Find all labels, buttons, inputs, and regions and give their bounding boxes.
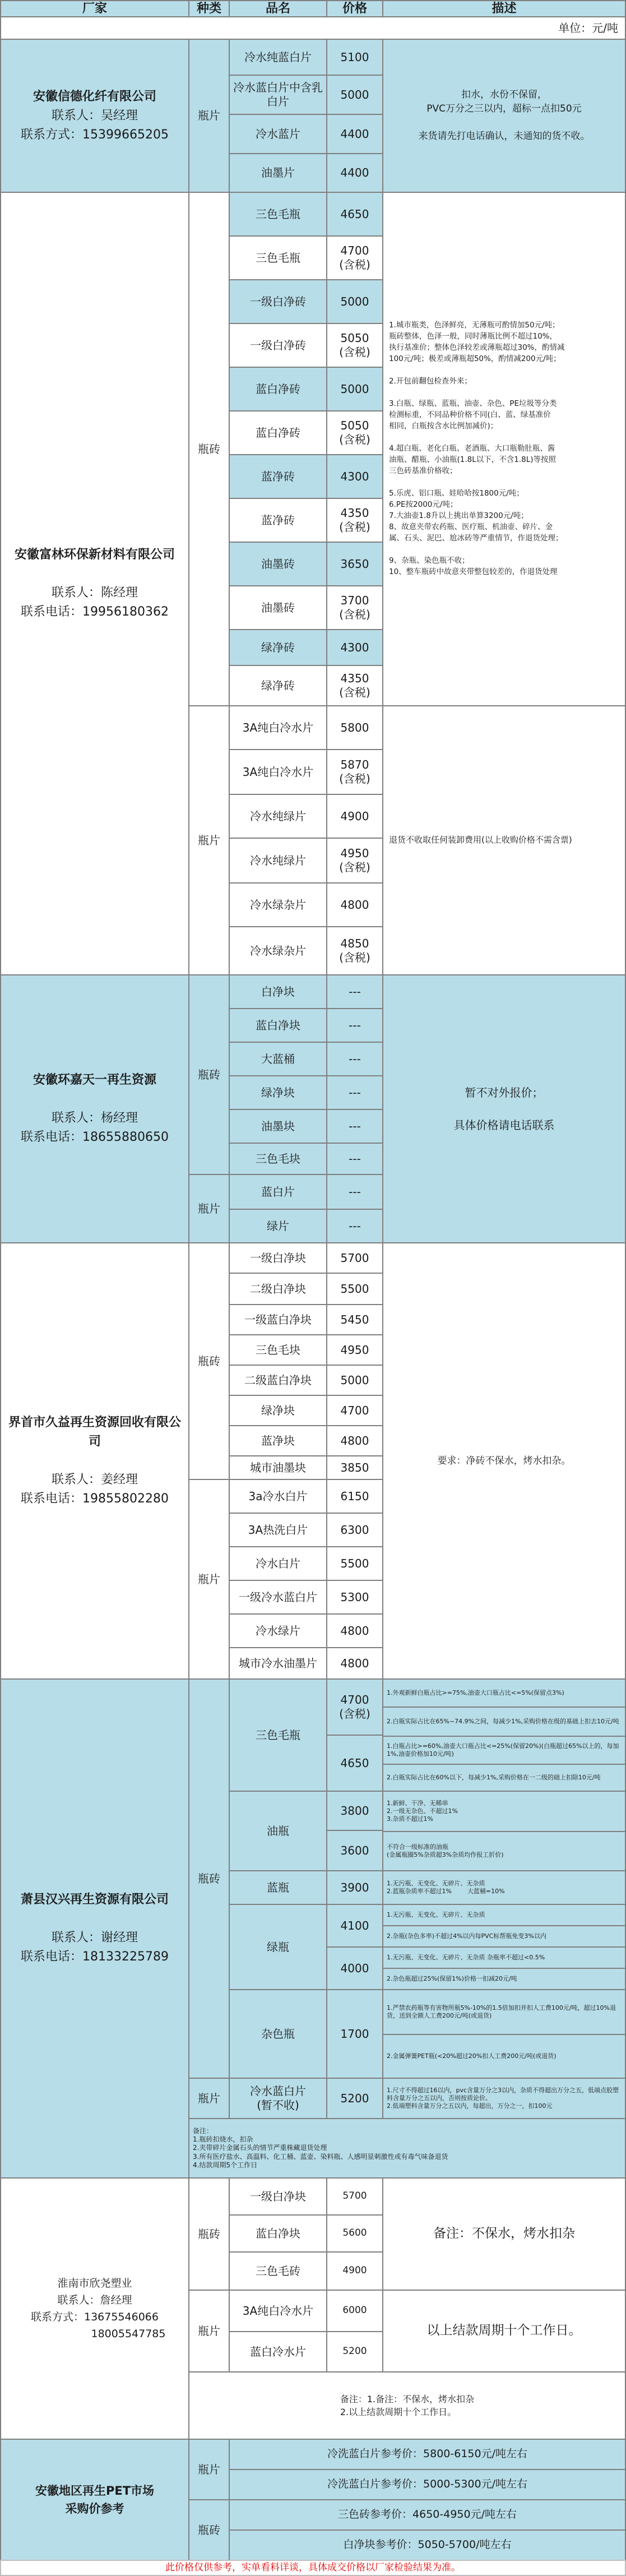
product-name: 3A纯白冷水片 <box>229 705 327 750</box>
product-name: 大蓝桶 <box>229 1042 327 1076</box>
product-name: 一级白净块 <box>229 2177 327 2216</box>
unit-label: 单位：元/吨 <box>0 16 626 40</box>
product-price <box>326 410 383 455</box>
desc-hanxing-rule <box>382 1904 626 1926</box>
product-price: 4800 <box>326 882 383 927</box>
ref-price: 冷洗蓝白片参考价：5800-6150元/吨左右 <box>229 2439 626 2470</box>
product-price <box>326 498 383 543</box>
product-name: 蓝瓶 <box>229 1870 327 1905</box>
product-name: 冷水蓝白片中含乳白片 <box>229 75 327 115</box>
product-name: 油墨块 <box>229 1109 327 1144</box>
product-price: 4300 <box>326 454 383 499</box>
type-fulin-brick: 瓶砖 <box>188 192 230 706</box>
desc-text: 1.严禁农药瓶等有害物所瓶5%-10%的1.5倍加扣并扣人工费100元/吨，超过10%退货，送到全额人工费200元/吨(或退货) <box>387 2004 616 2019</box>
product-name: 绿净块 <box>229 1075 327 1110</box>
product-name: 3A纯白冷水片 <box>229 2290 327 2332</box>
product-price: 5500 <box>326 1273 383 1305</box>
type-tianyi-brick: 瓶砖 <box>188 974 230 1175</box>
product-price: --- <box>326 1109 383 1144</box>
company-contact: 联系人：姜经理 <box>51 1473 138 1487</box>
desc-text: 1.新鲜、干净、无稀串 2.一级无杂色、不超过1% 3.杂质不超过1% <box>387 1799 458 1823</box>
desc-hanxing-rule <box>382 1831 626 1871</box>
product-name: 冷水绿杂片 <box>229 882 327 927</box>
type-xinyao-flake: 瓶片 <box>188 2290 230 2372</box>
desc-text: 2.杂色瓶超过25%(保留1%)价格一扣减20元/吨 <box>387 1974 517 1982</box>
product-name: 蓝净砖 <box>229 454 327 499</box>
desc-text: 2.白瓶实际占比在60%以下，每减少1%,采购价格在一二级的础上扣除10元/吨 <box>387 1773 601 1781</box>
product-price: 4900 <box>326 794 383 839</box>
company-name: 安徽富林环保新材料有限公司 <box>14 548 175 562</box>
desc-text: 备注：不保水，烤水扣杂 <box>433 2226 575 2241</box>
desc-fulin-refund <box>382 705 626 975</box>
desc-text: 暂不对外报价； 具体价格请电话联系 <box>453 1085 555 1132</box>
product-price: 1700 <box>326 1989 383 2079</box>
type-hanxing-flake: 瓶片 <box>188 2078 230 2119</box>
product-name: 冷水纯绿片 <box>229 794 327 839</box>
product-price: 5600 <box>326 2214 383 2253</box>
product-price: 4400 <box>326 114 383 154</box>
company-phone: 联系电话：18655880650 <box>21 1130 169 1144</box>
remark-hanxing <box>188 2118 626 2179</box>
product-price: --- <box>326 1174 383 1210</box>
company-phone: 联系电话：19956180362 <box>21 605 169 619</box>
price-value: 4350 (含税) <box>339 672 370 699</box>
product-name: 二级蓝白净块 <box>229 1365 327 1396</box>
desc-hanxing-rule <box>382 1678 626 1708</box>
price-value: 4700 (含税) <box>339 1693 370 1721</box>
desc-hanxing-rule <box>382 2034 626 2079</box>
product-price: 4700 <box>326 1395 383 1426</box>
type-jiuyi-flake: 瓶片 <box>188 1479 230 1680</box>
product-price: 4800 <box>326 1613 383 1648</box>
product-name: 蓝白片 <box>229 1174 327 1210</box>
desc-hanxing-rule <box>382 1968 626 1990</box>
company-phone: 联系方式：13675546066 <box>31 2311 159 2323</box>
type-wandi-flake: 瓶片 <box>188 2439 230 2500</box>
product-name: 蓝白净砖 <box>229 410 327 455</box>
product-name: 绿净块 <box>229 1395 327 1426</box>
product-name: 油瓶 <box>229 1791 327 1871</box>
company-contact: 联系人：陈经理 <box>51 586 138 600</box>
product-name: 蓝白冷水片 <box>229 2331 327 2372</box>
desc-text: 2.白瓶实际占比在65%~74.9%之间，每减少1%,采购价格在级的基础上扣去10元/吨 <box>387 1717 619 1725</box>
product-name: 油墨片 <box>229 153 327 193</box>
product-name: 一级白净砖 <box>229 279 327 324</box>
desc-text: 1.白瓶占比>=60%,油壶大口瓶占比<=25%(保留20%)(白瓶超过65%以上的，每加1%,油壶价格加10元/吨) <box>387 1742 619 1758</box>
product-name: 油墨砖 <box>229 585 327 630</box>
product-name: 绿瓶 <box>229 1904 327 1990</box>
product-price: --- <box>326 1008 383 1043</box>
company-name: 界首市久益再生资源回收有限公司 <box>8 1416 181 1449</box>
company-wandi <box>0 2439 189 2561</box>
desc-hanxing-rule <box>382 1736 626 1765</box>
type-xinyao-brick: 瓶砖 <box>188 2177 230 2291</box>
desc-text: 2.杂瓶(杂色多率)不超过4%以内每PVC标帮瓶免变3%以内 <box>387 1932 546 1940</box>
type-wandi-brick: 瓶砖 <box>188 2499 230 2561</box>
desc-xinde <box>382 39 626 193</box>
desc-hanxing-rule <box>382 1925 626 1948</box>
product-name: 城市冷水油墨片 <box>229 1647 327 1680</box>
product-name: 城市油墨块 <box>229 1455 327 1480</box>
desc-text: 2.金属弹簧PET瓶(<20%超过20%扣人工费200元/吨(或退货) <box>387 2052 557 2060</box>
company-name: 安徽信德化纤有限公司 <box>33 89 156 104</box>
price-value: 4950 (含税) <box>339 847 370 874</box>
company-contact: 联系人：谢经理 <box>51 1931 138 1945</box>
product-price: 4900 <box>326 2251 383 2291</box>
product-price: 4650 <box>326 1735 383 1792</box>
product-name: 冷水绿杂片 <box>229 926 327 975</box>
product-name: 蓝净块 <box>229 1425 327 1456</box>
product-price: --- <box>326 974 383 1009</box>
product-price: 4800 <box>326 1647 383 1680</box>
product-price: 5450 <box>326 1304 383 1335</box>
product-price: --- <box>326 1075 383 1110</box>
product-name: 冷水白片 <box>229 1546 327 1581</box>
product-price: 4400 <box>326 153 383 193</box>
price-value: 5870 (含税) <box>339 758 370 785</box>
company-hanxing <box>0 1678 189 2179</box>
desc-text: 以上结款周期十个工作日。 <box>426 2323 582 2338</box>
product-name: 蓝白净砖 <box>229 367 327 411</box>
product-price: --- <box>326 1042 383 1076</box>
header-type: 种类 <box>188 0 230 17</box>
market-subtitle: 采购价参考 <box>65 2502 124 2515</box>
product-price: 5700 <box>326 1242 383 1274</box>
desc-text: 1.尺寸不得超过16以内，pvc含量万分之3以内，杂质不得超出万分之五，低端点胶塑料含量万分之五以内，否则按质论价。 2.低端塑料含量万分之五以内，每超出，万分之一，扣100元 <box>387 2086 619 2110</box>
desc-text: 1.城市瓶类，色泽鲜亮，无薄瓶可酌情加50元/吨； 瓶砖整体，色泽一般，同时薄瓶比例不超过10%， 执行基准价；整体色泽较差或薄瓶超过30%，酌情减 100元/吨；极差或薄瓶超50%，酌情减200元/吨； 2.开包前翻包检查外来； 3.白瓶、绿瓶、蓝瓶、油壶、杂色、PE垃圾等分类 检测标重，不同品种价格不同(白、蓝、绿基准价 相同，白瓶按含水比例加减价)； 4.超白瓶、老化白瓶、老酒瓶、大口瓶勒肚瓶、酱 油瓶、醋瓶、小油瓶(1.8L以下，不含1.8L)等按照 三色砖基准价格收； 5.乐虎、铝口瓶、娃哈哈按1800元/吨； 6.PE按2000元/吨； 7.大油壶1.8升以上挑出单算3200元/吨； 8、故意夹带农药瓶、医疗瓶、机油壶、碎片、金 属、石头、泥巴、尬冰砖等严重情节，作退货处理； 9、杂瓶、染色瓶不收； 10、整车瓶砖中故意夹带整包较差的，作退货处理 <box>389 321 565 576</box>
product-price <box>326 665 383 706</box>
product-name: 一级蓝白净块 <box>229 1304 327 1335</box>
type-xinde: 瓶片 <box>188 39 230 193</box>
product-price: 4650 <box>326 192 383 237</box>
product-name: 一级冷水蓝白片 <box>229 1580 327 1615</box>
product-price <box>326 323 383 368</box>
company-tianyi <box>0 974 189 1243</box>
company-phone-2: 18005547785 <box>91 2328 166 2340</box>
desc-text: 不符合一级标准的油瓶 (金属瓶圈5%杂质超3%杂质均作报工折价) <box>387 1843 504 1858</box>
product-label: 冷水蓝白片 (暂不收) <box>250 2084 306 2112</box>
company-contact: 联系人：杨经理 <box>51 1111 138 1125</box>
company-name: 萧县汉兴再生资源有限公司 <box>20 1893 169 1907</box>
product-price: 4800 <box>326 1425 383 1456</box>
desc-text: 1.外观新鲜白瓶占比>=75%,油壶大口瓶占比<=5%(保留点3%) <box>387 1689 564 1696</box>
product-price: 5500 <box>326 1546 383 1581</box>
company-xinde <box>0 39 189 193</box>
product-name: 3A纯白冷水片 <box>229 749 327 795</box>
company-phone: 联系电话：19855802280 <box>21 1492 169 1506</box>
product-price <box>326 1678 383 1736</box>
company-phone: 联系方式：15399665205 <box>21 127 169 142</box>
header-factory: 厂家 <box>0 0 189 17</box>
product-name <box>229 2078 327 2119</box>
price-value: 4850 (含税) <box>339 937 370 964</box>
company-contact: 联系人：詹经理 <box>57 2294 132 2306</box>
product-price <box>326 749 383 795</box>
desc-fulin <box>382 192 626 706</box>
product-name: 冷水绿片 <box>229 1613 327 1648</box>
price-value: 5050 (含税) <box>339 419 370 446</box>
product-price: 6150 <box>326 1479 383 1514</box>
product-name: 三色毛瓶 <box>229 235 327 280</box>
product-name: 冷水蓝片 <box>229 114 327 154</box>
product-price: 6000 <box>326 2290 383 2332</box>
desc-hanxing-rule <box>382 1946 626 1969</box>
desc-hanxing-rule <box>382 1870 626 1905</box>
product-price: 6300 <box>326 1513 383 1547</box>
product-name: 二级白净块 <box>229 1273 327 1305</box>
company-name: 安徽环嘉天一再生资源 <box>33 1073 156 1087</box>
product-name: 3a冷水白片 <box>229 1479 327 1514</box>
product-name: 冷水纯蓝白片 <box>229 39 327 76</box>
product-price: 5200 <box>326 2078 383 2119</box>
product-price: 4950 <box>326 1334 383 1366</box>
product-price <box>326 926 383 975</box>
desc-text: 1.无污瓶、无变化、无碎片、无杂质 杂瓶率不超过<0.5% <box>387 1953 545 1961</box>
product-name: 三色毛瓶 <box>229 1678 327 1792</box>
product-name: 蓝净砖 <box>229 498 327 543</box>
company-jiuyi <box>0 1242 189 1680</box>
ref-price: 三色砖参考价：4650-4950元/吨左右 <box>229 2499 626 2531</box>
price-value: 4350 (含税) <box>339 506 370 534</box>
product-price: 5000 <box>326 367 383 411</box>
product-price: 5000 <box>326 1365 383 1396</box>
remark-xinyao <box>188 2371 626 2440</box>
product-name: 冷水纯绿片 <box>229 838 327 884</box>
product-price <box>326 235 383 280</box>
desc-text: 退货不收取任何装卸费用(以上收购价格不需含票) <box>389 835 572 845</box>
desc-hanxing-rule <box>382 1706 626 1737</box>
desc-text: 1.无污瓶、无变化、无碎片、无杂质 2.蓝瓶杂质率不超过1% 大蓝桶=10% <box>387 1879 505 1895</box>
price-value: 4700 (含税) <box>339 244 370 271</box>
product-price: 3800 <box>326 1791 383 1831</box>
product-name: 绿片 <box>229 1209 327 1243</box>
company-xinyao <box>0 2177 189 2440</box>
desc-hanxing-rule <box>382 1764 626 1792</box>
remark-text: 备注：1.备注：不保水，烤水扣杂 2.以上结款周期十个工作日。 <box>340 2393 475 2417</box>
desc-xinyao-payment <box>382 2290 626 2372</box>
type-hanxing-brick: 瓶砖 <box>188 1678 230 2079</box>
desc-text: 1.无污瓶、无变化、无碎片、无杂质 <box>387 1911 485 1918</box>
product-price: 5800 <box>326 705 383 750</box>
desc-text: 扣水，水份不保留， PVC万分之三以内，超标一点扣50元 来货请先打电话确认，未通知的货不收。 <box>418 89 590 142</box>
header-desc: 描述 <box>382 0 626 17</box>
product-name: 油墨砖 <box>229 542 327 586</box>
desc-xinyao <box>382 2177 626 2291</box>
product-name: 绿净砖 <box>229 665 327 706</box>
product-price: --- <box>326 1143 383 1175</box>
price-value: 3700 (含税) <box>339 594 370 621</box>
desc-tianyi <box>382 974 626 1243</box>
product-name: 3A热洗白片 <box>229 1513 327 1547</box>
product-price: 3850 <box>326 1455 383 1480</box>
footer-disclaimer: 此价格仅供参考，实单看料详谈，具体成交价格以厂家检验结果为准。 <box>0 2560 626 2576</box>
product-name: 杂色瓶 <box>229 1989 327 2079</box>
product-price: 5000 <box>326 279 383 324</box>
remark-text: 备注： 1.瓶砖扣烧水，扣杂 2.夹带碎片金属石头的情节严重株藏退货处理 3.所有医疗盐水、高温料、化工桶、蓝壶、染料瓶、人感明显刺激性或有毒气味备退货 4.结款周期5个工作日 <box>193 2126 448 2170</box>
product-price: 5100 <box>326 39 383 76</box>
product-price: 4300 <box>326 629 383 666</box>
company-contact: 联系人：吴经理 <box>51 108 138 123</box>
desc-jiuyi <box>382 1242 626 1680</box>
product-name: 一级白净砖 <box>229 323 327 368</box>
product-price: 3600 <box>326 1830 383 1871</box>
company-phone: 联系电话：18133225789 <box>21 1950 169 1964</box>
desc-hanxing-rule <box>382 1791 626 1832</box>
desc-hanxing-rule <box>382 1989 626 2035</box>
product-name: 一级白净块 <box>229 1242 327 1274</box>
header-product: 品名 <box>229 0 327 17</box>
product-price <box>326 585 383 630</box>
product-name: 蓝白净块 <box>229 2214 327 2253</box>
product-price: 3900 <box>326 1870 383 1905</box>
market-name: 安徽地区再生PET市场 <box>35 2484 155 2498</box>
company-name: 淮南市欣尧塑业 <box>57 2277 132 2290</box>
product-price <box>326 838 383 884</box>
product-price: 5200 <box>326 2331 383 2372</box>
product-name: 绿净砖 <box>229 629 327 666</box>
desc-hanxing-rule <box>382 2078 626 2119</box>
company-fulin <box>0 192 189 975</box>
product-name: 白净块 <box>229 974 327 1009</box>
header-price: 价格 <box>326 0 383 17</box>
type-tianyi-flake: 瓶片 <box>188 1174 230 1243</box>
product-price: 3650 <box>326 542 383 586</box>
ref-price: 白净块参考价：5050-5700/吨左右 <box>229 2529 626 2561</box>
product-name: 蓝白净块 <box>229 1008 327 1043</box>
product-price: --- <box>326 1209 383 1243</box>
desc-text: 要求：净砖不保水，烤水扣杂。 <box>437 1455 571 1467</box>
ref-price: 冷洗蓝白片参考价：5000-5300元/吨左右 <box>229 2469 626 2500</box>
product-price: 4000 <box>326 1946 383 1990</box>
product-price: 4100 <box>326 1904 383 1948</box>
product-price: 5300 <box>326 1580 383 1615</box>
price-value: 5050 (含税) <box>339 331 370 359</box>
type-fulin-flake: 瓶片 <box>188 705 230 975</box>
product-name: 三色毛块 <box>229 1143 327 1175</box>
product-name: 三色毛瓶 <box>229 192 327 237</box>
type-jiuyi-brick: 瓶砖 <box>188 1242 230 1480</box>
product-name: 三色毛砖 <box>229 2251 327 2291</box>
product-price: 5700 <box>326 2177 383 2216</box>
product-price: 5000 <box>326 75 383 115</box>
product-name: 三色毛块 <box>229 1334 327 1366</box>
